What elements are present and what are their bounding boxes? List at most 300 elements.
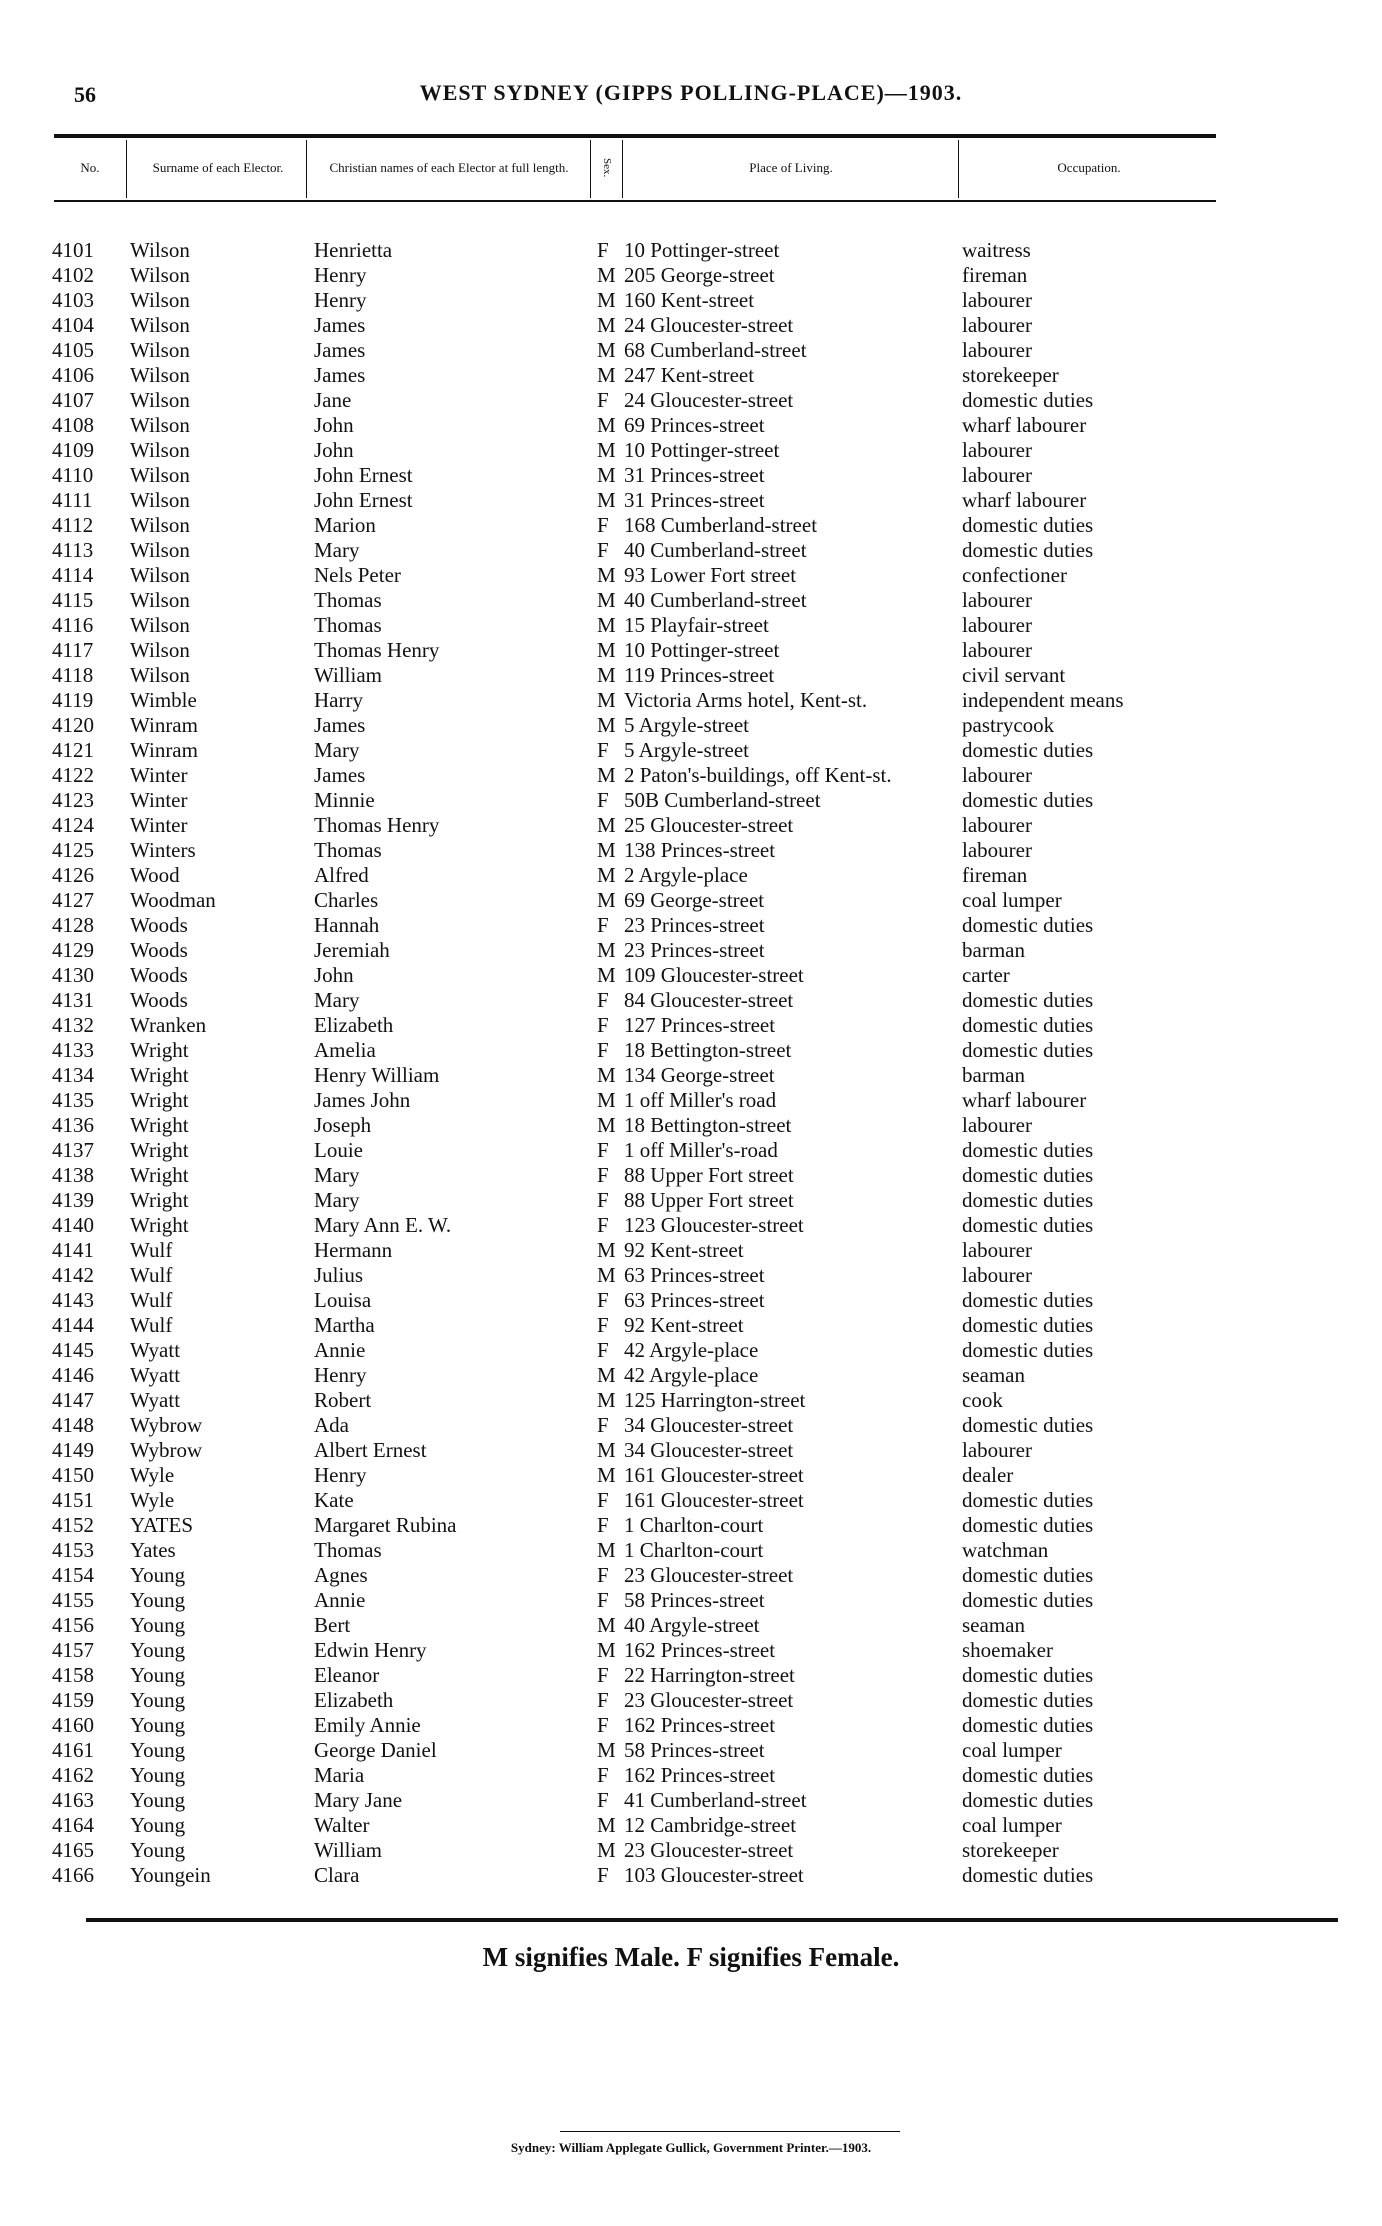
elector-christian-names: Mary Ann E. W. [314, 1213, 452, 1237]
table-row [0, 463, 1382, 488]
elector-surname: Wilson [130, 463, 190, 487]
elector-surname: Wyle [130, 1488, 175, 1512]
elector-sex: F [597, 1188, 609, 1212]
elector-occupation: coal lumper [962, 1813, 1062, 1837]
header-divider [958, 140, 959, 198]
elector-christian-names: John Ernest [314, 463, 413, 487]
elector-place-of-living: 1 Charlton-court [624, 1538, 764, 1562]
elector-sex: M [597, 1363, 616, 1387]
elector-number: 4141 [52, 1238, 94, 1262]
elector-christian-names: Julius [314, 1263, 364, 1287]
elector-occupation: fireman [962, 863, 1028, 887]
elector-occupation: domestic duties [962, 1163, 1094, 1187]
elector-number: 4155 [52, 1588, 94, 1612]
table-row [0, 713, 1382, 738]
elector-surname: Wilson [130, 438, 190, 462]
elector-christian-names: Annie [314, 1338, 366, 1362]
elector-occupation: domestic duties [962, 1313, 1094, 1337]
table-row [0, 1513, 1382, 1538]
table-row [0, 338, 1382, 363]
elector-occupation: coal lumper [962, 1738, 1062, 1762]
header-divider [306, 140, 307, 198]
elector-occupation: carter [962, 963, 1010, 987]
header-no: No. [80, 160, 100, 175]
elector-christian-names: Henry [314, 263, 367, 287]
elector-number: 4126 [52, 863, 94, 887]
elector-occupation: labourer [962, 638, 1032, 662]
elector-number: 4143 [52, 1288, 94, 1312]
table-row [0, 613, 1382, 638]
elector-occupation: barman [962, 1063, 1025, 1087]
elector-occupation: labourer [962, 588, 1032, 612]
elector-sex: M [597, 263, 616, 287]
elector-surname: Wyle [130, 1463, 175, 1487]
elector-number: 4112 [52, 513, 94, 537]
elector-occupation: storekeeper [962, 363, 1059, 387]
header-surname: Surname of each Elector. [152, 160, 284, 175]
elector-christian-names: Walter [314, 1813, 370, 1837]
elector-christian-names: James [314, 713, 366, 737]
elector-surname: Winter [130, 788, 188, 812]
table-row [0, 1713, 1382, 1738]
elector-number: 4138 [52, 1163, 94, 1187]
elector-number: 4123 [52, 788, 94, 812]
elector-sex: F [597, 1338, 609, 1362]
table-row [0, 663, 1382, 688]
elector-place-of-living: 23 Gloucester-street [624, 1838, 794, 1862]
elector-occupation: domestic duties [962, 1413, 1094, 1437]
elector-christian-names: Thomas [314, 613, 382, 637]
table-row [0, 238, 1382, 263]
elector-occupation: domestic duties [962, 1038, 1094, 1062]
elector-place-of-living: 2 Argyle-place [624, 863, 748, 887]
elector-surname: Young [130, 1588, 186, 1612]
elector-sex: F [597, 1038, 609, 1062]
elector-place-of-living: 25 Gloucester-street [624, 813, 794, 837]
table-row [0, 1213, 1382, 1238]
elector-surname: Wright [130, 1188, 189, 1212]
elector-place-of-living: 103 Gloucester-street [624, 1863, 804, 1887]
elector-number: 4159 [52, 1688, 94, 1712]
elector-sex: F [597, 1713, 609, 1737]
table-row [0, 1288, 1382, 1313]
elector-christian-names: Edwin Henry [314, 1638, 427, 1662]
elector-occupation: domestic duties [962, 1138, 1094, 1162]
elector-sex: M [597, 938, 616, 962]
elector-occupation: labourer [962, 838, 1032, 862]
elector-christian-names: James [314, 763, 366, 787]
elector-place-of-living: 58 Princes-street [624, 1588, 765, 1612]
elector-number: 4137 [52, 1138, 94, 1162]
elector-occupation: waitress [962, 238, 1031, 262]
elector-number: 4117 [52, 638, 94, 662]
elector-christian-names: Thomas [314, 838, 382, 862]
table-row [0, 863, 1382, 888]
elector-sex: M [597, 288, 616, 312]
elector-place-of-living: 31 Princes-street [624, 488, 765, 512]
elector-occupation: confectioner [962, 563, 1067, 587]
elector-occupation: labourer [962, 463, 1032, 487]
table-row [0, 563, 1382, 588]
elector-number: 4106 [52, 363, 94, 387]
elector-number: 4121 [52, 738, 94, 762]
elector-place-of-living: 18 Bettington-street [624, 1038, 792, 1062]
elector-christian-names: George Daniel [314, 1738, 437, 1762]
elector-surname: Winram [130, 713, 198, 737]
header-rule [54, 200, 1216, 202]
header-divider [622, 140, 623, 198]
elector-number: 4125 [52, 838, 94, 862]
elector-surname: Young [130, 1563, 186, 1587]
elector-surname: Wulf [130, 1238, 173, 1262]
elector-christian-names: William [314, 1838, 382, 1862]
elector-christian-names: Mary Jane [314, 1788, 403, 1812]
elector-surname: Young [130, 1813, 186, 1837]
elector-number: 4140 [52, 1213, 94, 1237]
elector-occupation: labourer [962, 1263, 1032, 1287]
elector-number: 4114 [52, 563, 94, 587]
elector-surname: Winter [130, 763, 188, 787]
elector-place-of-living: 162 Princes-street [624, 1638, 776, 1662]
elector-number: 4163 [52, 1788, 94, 1812]
elector-number: 4128 [52, 913, 94, 937]
elector-christian-names: Louie [314, 1138, 363, 1162]
elector-surname: Wilson [130, 538, 190, 562]
elector-surname: YATES [130, 1513, 194, 1537]
elector-christian-names: Kate [314, 1488, 354, 1512]
elector-surname: Young [130, 1713, 186, 1737]
elector-sex: F [597, 513, 609, 537]
elector-surname: Wright [130, 1088, 189, 1112]
table-row [0, 1088, 1382, 1113]
elector-christian-names: Mary [314, 738, 360, 762]
elector-surname: Winter [130, 813, 188, 837]
table-row [0, 513, 1382, 538]
table-row [0, 1813, 1382, 1838]
table-row [0, 838, 1382, 863]
table-row [0, 738, 1382, 763]
elector-number: 4160 [52, 1713, 94, 1737]
elector-place-of-living: 34 Gloucester-street [624, 1413, 794, 1437]
elector-surname: Winram [130, 738, 198, 762]
table-row [0, 938, 1382, 963]
elector-christian-names: Hannah [314, 913, 380, 937]
elector-place-of-living: 18 Bettington-street [624, 1113, 792, 1137]
elector-christian-names: Jeremiah [314, 938, 390, 962]
elector-christian-names: Elizabeth [314, 1688, 394, 1712]
elector-occupation: domestic duties [962, 1213, 1094, 1237]
elector-christian-names: Joseph [314, 1113, 372, 1137]
elector-sex: F [597, 1288, 609, 1312]
elector-place-of-living: 40 Cumberland-street [624, 588, 807, 612]
elector-place-of-living: 69 George-street [624, 888, 765, 912]
elector-occupation: domestic duties [962, 738, 1094, 762]
elector-sex: M [597, 1088, 616, 1112]
elector-surname: Young [130, 1663, 186, 1687]
elector-sex: F [597, 1313, 609, 1337]
elector-number: 4115 [52, 588, 94, 612]
table-row [0, 988, 1382, 1013]
elector-occupation: domestic duties [962, 1588, 1094, 1612]
elector-number: 4142 [52, 1263, 94, 1287]
elector-surname: Young [130, 1838, 186, 1862]
elector-christian-names: Marion [314, 513, 376, 537]
table-row [0, 1413, 1382, 1438]
elector-number: 4162 [52, 1763, 94, 1787]
elector-sex: F [597, 388, 609, 412]
elector-number: 4150 [52, 1463, 94, 1487]
elector-sex: M [597, 863, 616, 887]
elector-surname: Wulf [130, 1263, 173, 1287]
elector-christian-names: Henry [314, 288, 367, 312]
elector-occupation: coal lumper [962, 888, 1062, 912]
elector-place-of-living: 5 Argyle-street [624, 738, 749, 762]
elector-number: 4105 [52, 338, 94, 362]
elector-sex: M [597, 1388, 616, 1412]
elector-place-of-living: 168 Cumberland-street [624, 513, 818, 537]
elector-surname: Wilson [130, 513, 190, 537]
table-row [0, 1538, 1382, 1563]
elector-number: 4148 [52, 1413, 94, 1437]
elector-sex: M [597, 1838, 616, 1862]
elector-number: 4145 [52, 1338, 94, 1362]
elector-sex: M [597, 1238, 616, 1262]
elector-place-of-living: 134 George-street [624, 1063, 775, 1087]
table-row [0, 1263, 1382, 1288]
elector-sex: F [597, 1213, 609, 1237]
elector-surname: Wulf [130, 1313, 173, 1337]
elector-number: 4119 [52, 688, 94, 712]
elector-occupation: domestic duties [962, 1288, 1094, 1312]
page-number: 56 [74, 82, 96, 107]
table-row [0, 1388, 1382, 1413]
elector-christian-names: Emily Annie [314, 1713, 421, 1737]
elector-number: 4144 [52, 1313, 94, 1337]
elector-number: 4154 [52, 1563, 94, 1587]
bottom-rule [86, 1918, 1338, 1922]
elector-number: 4120 [52, 713, 94, 737]
table-row [0, 313, 1382, 338]
elector-christian-names: John [314, 963, 354, 987]
elector-sex: M [597, 1463, 616, 1487]
elector-christian-names: Louisa [314, 1288, 372, 1312]
elector-place-of-living: 88 Upper Fort street [624, 1188, 794, 1212]
elector-christian-names: James John [314, 1088, 411, 1112]
table-row [0, 538, 1382, 563]
elector-occupation: wharf labourer [962, 488, 1087, 512]
elector-surname: Woods [130, 938, 188, 962]
elector-christian-names: Thomas [314, 1538, 382, 1562]
elector-sex: F [597, 1513, 609, 1537]
elector-number: 4166 [52, 1863, 94, 1887]
elector-occupation: labourer [962, 313, 1032, 337]
elector-place-of-living: 41 Cumberland-street [624, 1788, 807, 1812]
elector-surname: Wilson [130, 613, 190, 637]
table-row [0, 1688, 1382, 1713]
elector-occupation: labourer [962, 1438, 1032, 1462]
elector-sex: F [597, 538, 609, 562]
elector-place-of-living: 162 Princes-street [624, 1713, 776, 1737]
elector-place-of-living: 109 Gloucester-street [624, 963, 804, 987]
elector-surname: Wyatt [130, 1363, 181, 1387]
elector-occupation: domestic duties [962, 388, 1094, 412]
elector-place-of-living: 84 Gloucester-street [624, 988, 794, 1012]
table-row [0, 1638, 1382, 1663]
elector-place-of-living: 123 Gloucester-street [624, 1213, 804, 1237]
elector-sex: M [597, 1638, 616, 1662]
table-row [0, 1613, 1382, 1638]
elector-occupation: labourer [962, 813, 1032, 837]
elector-number: 4149 [52, 1438, 94, 1462]
elector-number: 4157 [52, 1638, 94, 1662]
table-row [0, 1763, 1382, 1788]
elector-surname: Wright [130, 1063, 189, 1087]
elector-number: 4107 [52, 388, 94, 412]
elector-place-of-living: 138 Princes-street [624, 838, 776, 862]
table-row [0, 263, 1382, 288]
elector-place-of-living: Victoria Arms hotel, Kent-st. [624, 688, 868, 712]
elector-surname: Wilson [130, 413, 190, 437]
elector-sex: F [597, 738, 609, 762]
elector-place-of-living: 161 Gloucester-street [624, 1463, 804, 1487]
elector-surname: Wulf [130, 1288, 173, 1312]
elector-christian-names: James [314, 313, 366, 337]
elector-sex: F [597, 1138, 609, 1162]
elector-place-of-living: 23 Princes-street [624, 913, 765, 937]
elector-sex: F [597, 788, 609, 812]
header-christian: Christian names of each Elector at full length. [329, 160, 569, 175]
elector-surname: Young [130, 1613, 186, 1637]
elector-surname: Yates [130, 1538, 176, 1562]
elector-place-of-living: 63 Princes-street [624, 1263, 765, 1287]
elector-number: 4147 [52, 1388, 94, 1412]
table-row [0, 1563, 1382, 1588]
elector-surname: Wimble [130, 688, 197, 712]
table-row [0, 638, 1382, 663]
elector-surname: Young [130, 1688, 186, 1712]
elector-sex: M [597, 463, 616, 487]
elector-occupation: domestic duties [962, 1688, 1094, 1712]
elector-surname: Young [130, 1738, 186, 1762]
elector-sex: M [597, 688, 616, 712]
table-row [0, 1313, 1382, 1338]
elector-christian-names: Amelia [314, 1038, 376, 1062]
elector-surname: Wilson [130, 338, 190, 362]
table-row [0, 1788, 1382, 1813]
table-row [0, 588, 1382, 613]
elector-surname: Woodman [130, 888, 216, 912]
elector-occupation: fireman [962, 263, 1028, 287]
elector-sex: F [597, 1488, 609, 1512]
elector-place-of-living: 23 Gloucester-street [624, 1563, 794, 1587]
elector-sex: M [597, 713, 616, 737]
elector-christian-names: Harry [314, 688, 363, 712]
table-row [0, 363, 1382, 388]
elector-christian-names: Mary [314, 538, 360, 562]
elector-sex: F [597, 1563, 609, 1587]
elector-place-of-living: 22 Harrington-street [624, 1663, 795, 1687]
table-row [0, 1488, 1382, 1513]
header-sex: Sex. [601, 158, 613, 178]
elector-sex: F [597, 1688, 609, 1712]
elector-christian-names: Charles [314, 888, 379, 912]
table-row [0, 1588, 1382, 1613]
elector-sex: F [597, 1663, 609, 1687]
elector-surname: Wilson [130, 563, 190, 587]
elector-surname: Wybrow [130, 1438, 203, 1462]
table-row [0, 413, 1382, 438]
elector-sex: F [597, 1163, 609, 1187]
elector-sex: F [597, 1413, 609, 1437]
elector-christian-names: Henry [314, 1463, 367, 1487]
elector-occupation: storekeeper [962, 1838, 1059, 1862]
elector-christian-names: James [314, 338, 366, 362]
elector-sex: M [597, 338, 616, 362]
elector-christian-names: Annie [314, 1588, 366, 1612]
elector-number: 4109 [52, 438, 94, 462]
elector-occupation: domestic duties [962, 1338, 1094, 1362]
elector-surname: Woods [130, 988, 188, 1012]
elector-christian-names: Minnie [314, 788, 375, 812]
elector-occupation: labourer [962, 1238, 1032, 1262]
table-row [0, 1738, 1382, 1763]
elector-place-of-living: 69 Princes-street [624, 413, 765, 437]
elector-surname: Wright [130, 1213, 189, 1237]
table-row [0, 1438, 1382, 1463]
elector-place-of-living: 162 Princes-street [624, 1763, 776, 1787]
elector-number: 4116 [52, 613, 94, 637]
elector-sex: M [597, 438, 616, 462]
elector-sex: M [597, 813, 616, 837]
elector-christian-names: Agnes [314, 1563, 368, 1587]
table-row [0, 1663, 1382, 1688]
elector-christian-names: John Ernest [314, 488, 413, 512]
elector-number: 4101 [52, 238, 94, 262]
elector-surname: Young [130, 1788, 186, 1812]
elector-christian-names: Henry [314, 1363, 367, 1387]
header-divider [590, 140, 591, 198]
elector-number: 4130 [52, 963, 94, 987]
elector-number: 4118 [52, 663, 94, 687]
elector-place-of-living: 119 Princes-street [624, 663, 775, 687]
table-row [0, 1238, 1382, 1263]
elector-christian-names: Thomas Henry [314, 813, 440, 837]
elector-place-of-living: 23 Princes-street [624, 938, 765, 962]
elector-place-of-living: 23 Gloucester-street [624, 1688, 794, 1712]
elector-number: 4124 [52, 813, 94, 837]
elector-place-of-living: 247 Kent-street [624, 363, 755, 387]
elector-surname: Wilson [130, 238, 190, 262]
elector-christian-names: Hermann [314, 1238, 393, 1262]
elector-place-of-living: 10 Pottinger-street [624, 238, 780, 262]
elector-sex: F [597, 1788, 609, 1812]
elector-christian-names: Jane [314, 388, 352, 412]
elector-occupation: labourer [962, 338, 1032, 362]
elector-surname: Winters [130, 838, 196, 862]
table-row [0, 1188, 1382, 1213]
elector-place-of-living: 68 Cumberland-street [624, 338, 807, 362]
elector-surname: Wright [130, 1138, 189, 1162]
elector-number: 4158 [52, 1663, 94, 1687]
table-row [0, 1063, 1382, 1088]
elector-occupation: domestic duties [962, 1563, 1094, 1587]
elector-surname: Wyatt [130, 1388, 181, 1412]
elector-christian-names: Mary [314, 1163, 360, 1187]
elector-number: 4131 [52, 988, 94, 1012]
elector-occupation: seaman [962, 1363, 1025, 1387]
elector-christian-names: Margaret Rubina [314, 1513, 457, 1537]
elector-place-of-living: 92 Kent-street [624, 1238, 744, 1262]
